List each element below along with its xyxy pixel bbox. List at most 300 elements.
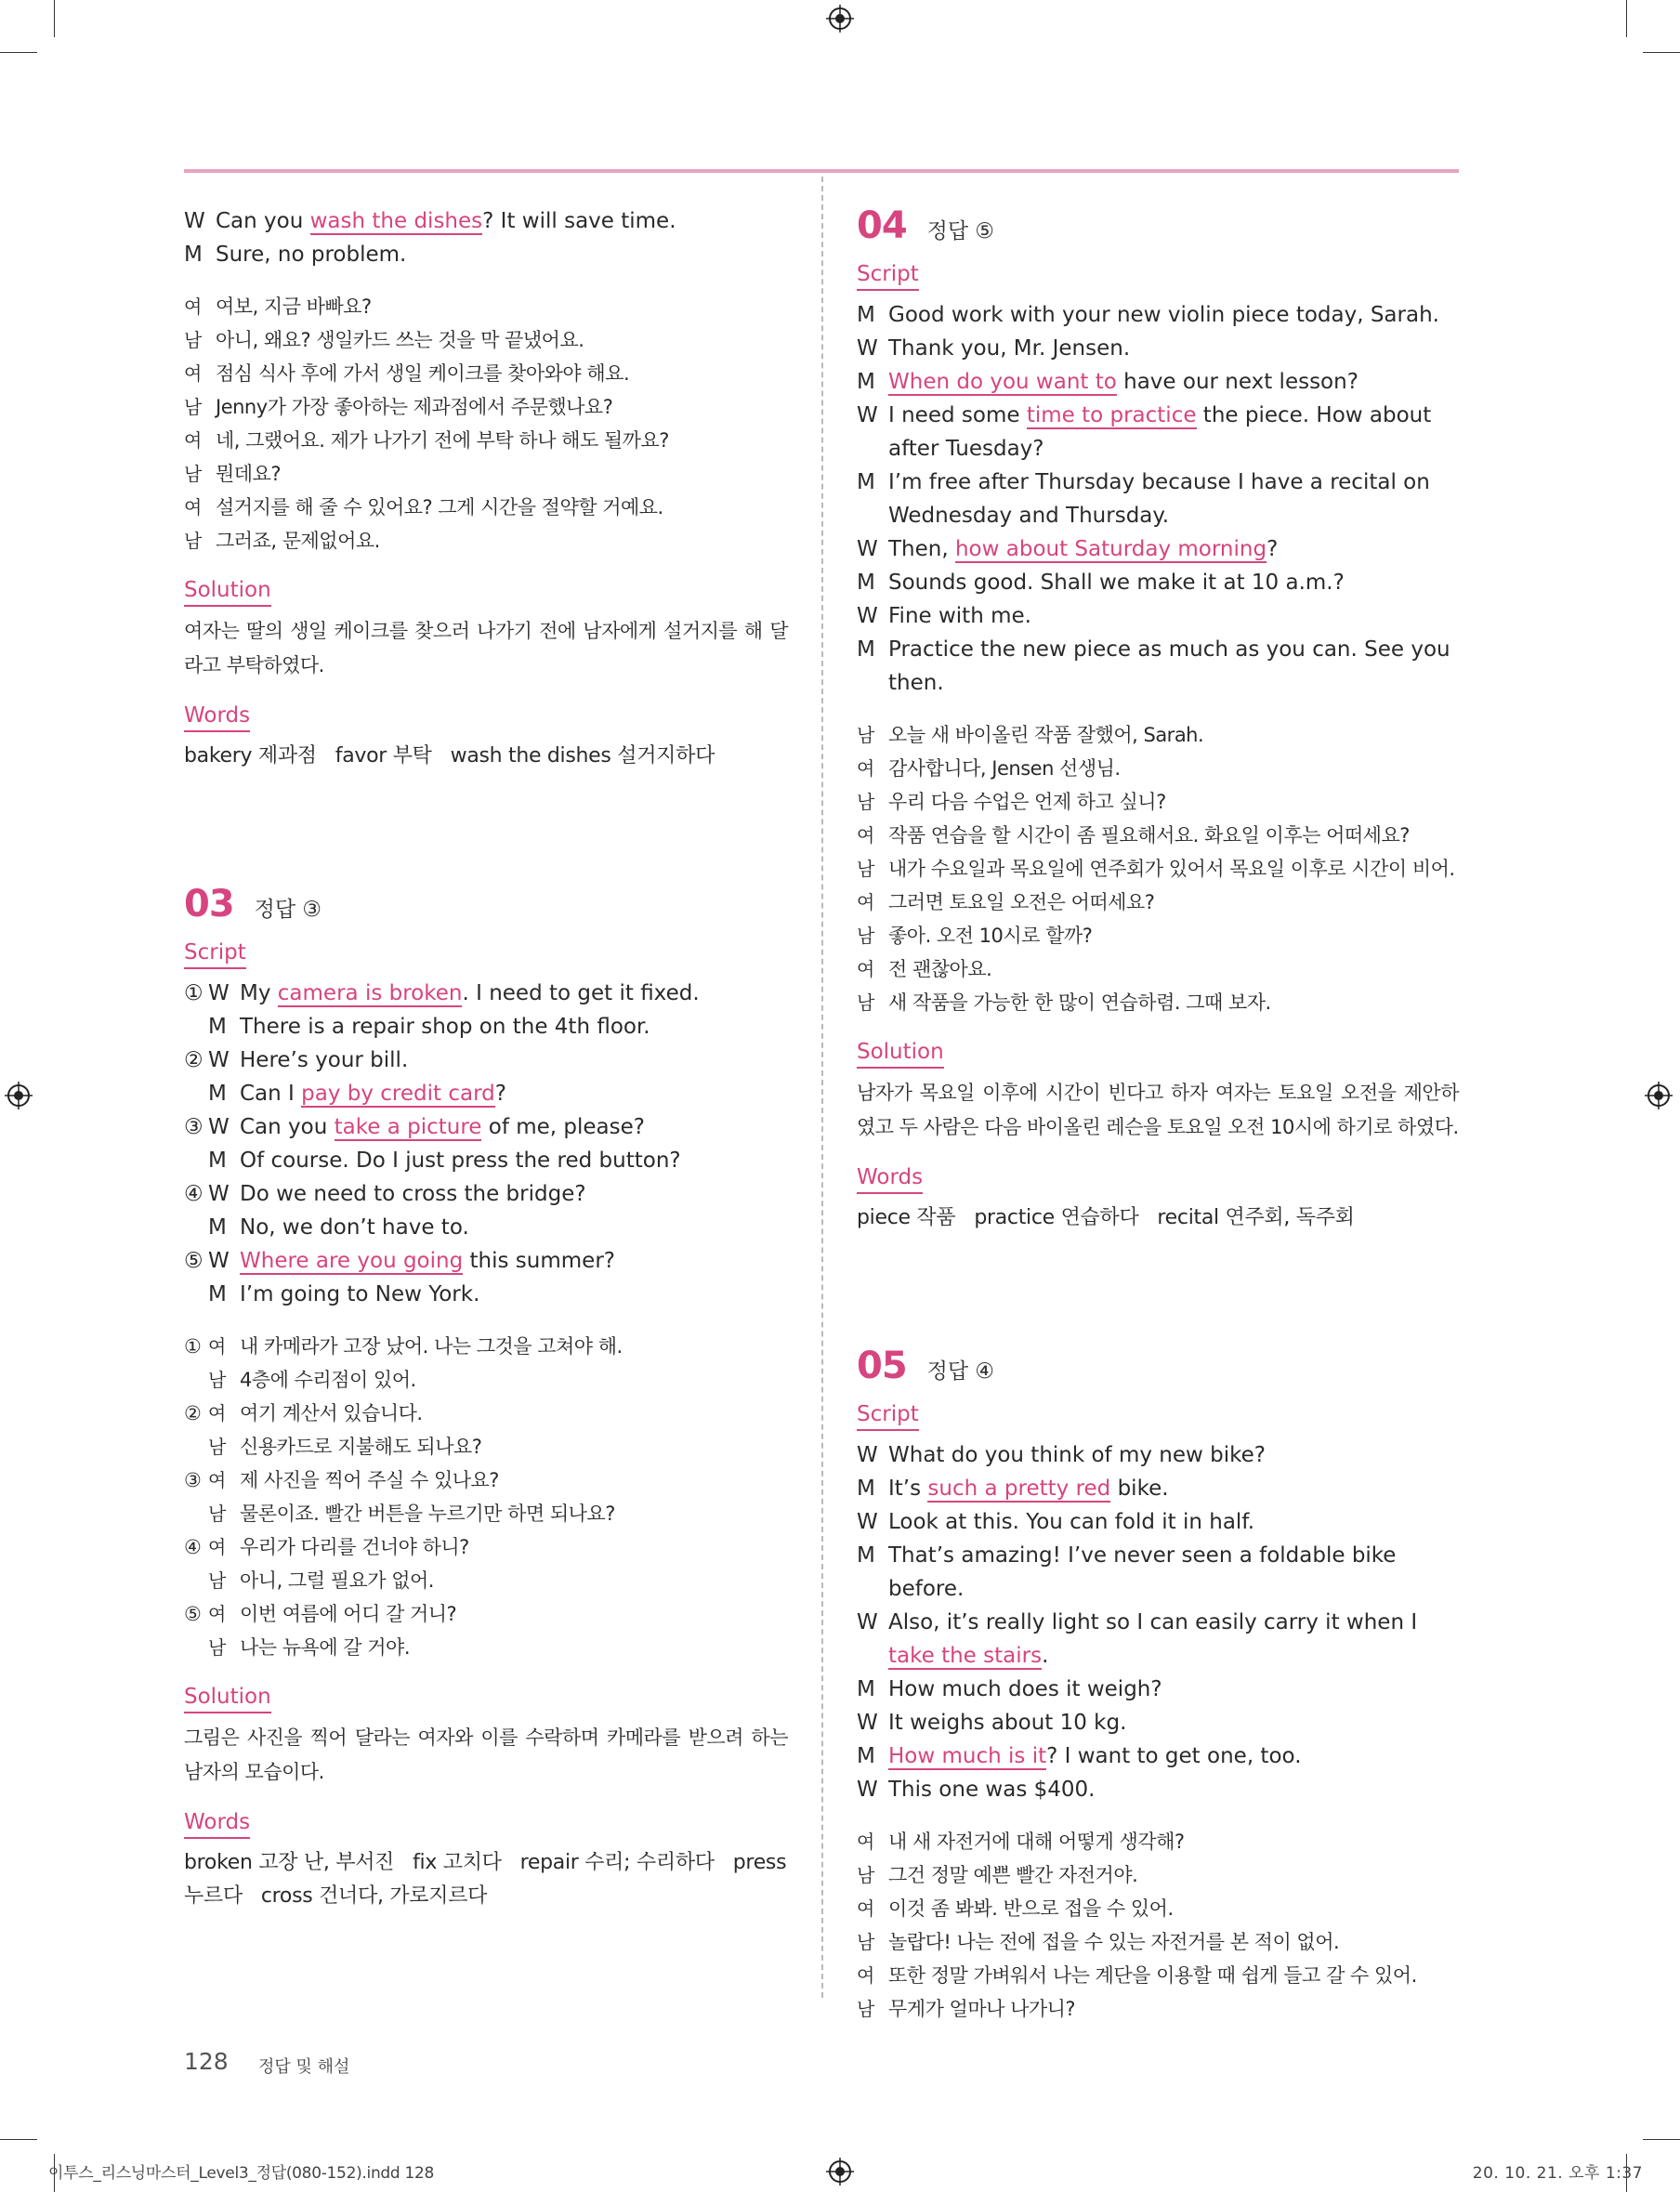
- translation-line: [857, 986, 1459, 1019]
- line-text: [888, 1739, 1302, 1773]
- words-list: [184, 1846, 788, 1913]
- speaker-label: 여: [857, 824, 874, 847]
- script-line: [857, 633, 1459, 700]
- choice-number: [184, 1497, 208, 1530]
- line-text: 물론이죠. 빨간 버튼을 누르기만 하면 되나요?: [240, 1503, 615, 1525]
- words-list: [184, 740, 788, 773]
- question-number: 04: [857, 204, 907, 247]
- choice-number: ①: [184, 981, 203, 1005]
- line-text: [888, 1773, 1095, 1806]
- question-heading: [857, 204, 1459, 247]
- script-line: [184, 977, 788, 1010]
- text-run: My: [240, 981, 278, 1005]
- line-text: [888, 1472, 1169, 1505]
- line-text: [888, 1706, 1126, 1739]
- script-line: [184, 1010, 788, 1043]
- line-text: [888, 399, 1459, 466]
- translation-line: [184, 290, 788, 323]
- script-block: [857, 1438, 1459, 1806]
- text-run: I’m free after Thursday because I have a recital on Wednesday and Thursday.: [888, 470, 1430, 528]
- line-text: [240, 1278, 479, 1311]
- solution-label: Solution: [857, 1038, 944, 1069]
- line-text: 아니, 그럴 필요가 없어.: [240, 1569, 434, 1592]
- line-text: [216, 238, 406, 271]
- line-text: [888, 532, 1278, 566]
- speaker-label: W: [208, 1249, 230, 1273]
- speaker-label: 남: [857, 1864, 874, 1886]
- script-line: [184, 1043, 788, 1077]
- speaker-label: 남: [208, 1369, 226, 1391]
- speaker-label: W: [857, 604, 878, 628]
- speaker-label: W: [857, 403, 878, 427]
- header-rule: [184, 169, 1459, 173]
- word-entry: fix 고치다: [413, 1851, 502, 1874]
- key-phrase: how about Saturday morning: [954, 537, 1267, 561]
- translation-line: [857, 785, 1459, 819]
- translation-line: [184, 524, 788, 558]
- word-entry: broken 고장 난, 부서진: [184, 1851, 395, 1874]
- translation-line: [184, 424, 788, 457]
- crop-mark: [1643, 52, 1680, 53]
- text-run: Look at this. You can fold it in half.: [888, 1510, 1255, 1534]
- speaker-label: M: [857, 1477, 875, 1501]
- script-line: [184, 1144, 788, 1177]
- speaker-label: 여: [184, 496, 202, 518]
- text-run: Of course. Do I just press the red button?: [240, 1149, 681, 1173]
- translation-line: [857, 1992, 1459, 2026]
- script-line: [857, 1505, 1459, 1539]
- script-line: [857, 1539, 1459, 1606]
- word-entry: bakery 제과점: [184, 744, 317, 768]
- line-text: 그러죠, 문제없어요.: [216, 530, 380, 552]
- word-entry: piece 작품: [857, 1206, 956, 1229]
- speaker-label: W: [857, 1610, 878, 1634]
- line-text: 나는 뉴욕에 갈 거야.: [240, 1636, 410, 1659]
- script-line: [857, 1773, 1459, 1806]
- line-text: [888, 365, 1358, 399]
- key-phrase: When do you want to: [888, 370, 1117, 394]
- translation-block: [857, 1825, 1459, 2026]
- solution-text: 남자가 목요일 이후에 시간이 빈다고 하자 여자는 토요일 오전을 제안하였고 두 사람은 다음 바이올린 레슨을 토요일 오전 10시에 하기로 하였다.: [857, 1082, 1459, 1138]
- line-text: 그건 정말 예쁜 빨간 자전거야.: [888, 1864, 1138, 1886]
- choice-number: [184, 1077, 208, 1110]
- speaker-label: W: [208, 1182, 230, 1206]
- translation-line: [857, 1825, 1459, 1858]
- translation-line: [857, 852, 1459, 886]
- translation-line: [857, 1959, 1459, 1992]
- speaker-label: M: [208, 1215, 227, 1240]
- text-run: Also, it’s really light so I can easily carry it when I: [888, 1610, 1418, 1634]
- script-line: [184, 1211, 788, 1244]
- line-text: 네, 그랬어요. 제가 나가기 전에 부탁 하나 해도 될까요?: [216, 429, 669, 452]
- speaker-label: M: [208, 1015, 227, 1039]
- line-text: [240, 1177, 586, 1211]
- line-text: [888, 1505, 1254, 1539]
- line-text: 점심 식사 후에 가서 생일 케이크를 찾아와야 해요.: [216, 362, 630, 385]
- speaker-label: M: [184, 243, 203, 267]
- right-column: [857, 204, 1459, 2026]
- choice-number: ①: [184, 1335, 202, 1358]
- line-text: [240, 1244, 615, 1278]
- translation-line: [857, 718, 1459, 752]
- text-run: Fine with me.: [888, 604, 1031, 628]
- speaker-label: 여: [208, 1603, 226, 1625]
- speaker-label: W: [857, 1510, 878, 1534]
- script-line: [857, 599, 1459, 633]
- registration-mark-icon: [5, 1082, 33, 1109]
- speaker-label: 남: [857, 791, 874, 813]
- speaker-label: 여: [857, 1897, 874, 1920]
- text-run: What do you think of my new bike?: [888, 1443, 1266, 1467]
- speaker-label: M: [857, 370, 875, 394]
- text-run: Thank you, Mr. Jensen.: [888, 336, 1131, 361]
- script-line: [857, 399, 1459, 466]
- script-line: [857, 466, 1459, 532]
- choice-number: ②: [184, 1048, 203, 1072]
- speaker-label: 여: [184, 429, 202, 452]
- line-text: 4층에 수리점이 있어.: [240, 1369, 416, 1391]
- choice-number: [184, 1278, 208, 1311]
- answer-key: 정답 ③: [254, 898, 322, 922]
- left-column: [184, 204, 788, 1913]
- line-text: Jenny가 가장 좋아하는 제과점에서 주문했나요?: [216, 396, 613, 418]
- line-text: 작품 연습을 할 시간이 좀 필요해서요. 화요일 이후는 어떠세요?: [888, 824, 1410, 847]
- choice-number: [184, 1211, 208, 1244]
- script-block: [184, 977, 788, 1311]
- line-text: [216, 204, 676, 238]
- solution-label: Solution: [184, 1683, 271, 1713]
- key-phrase: How much is it: [888, 1744, 1047, 1768]
- translation-line: [857, 952, 1459, 986]
- text-run: ? It will save time.: [482, 209, 676, 233]
- text-run: Then,: [888, 537, 955, 561]
- speaker-label: 남: [184, 329, 202, 351]
- page-title: 정답 및 해설: [258, 2057, 350, 2077]
- line-text: 전 괜찮아요.: [888, 958, 992, 980]
- choice-number: [184, 1010, 208, 1043]
- line-text: 우리 다음 수업은 언제 하고 싶니?: [888, 791, 1166, 813]
- speaker-label: 남: [208, 1503, 226, 1525]
- speaker-label: M: [208, 1282, 227, 1306]
- script-line: [184, 1110, 788, 1144]
- word-entry: recital 연주회, 독주회: [1157, 1206, 1355, 1229]
- translation-line: [857, 1925, 1459, 1959]
- choice-number: ⑤: [184, 1603, 202, 1625]
- crop-mark: [1626, 0, 1627, 37]
- translation-line: [184, 1330, 788, 1363]
- script-line: [857, 298, 1459, 332]
- line-text: 이것 좀 봐봐. 반으로 접을 수 있어.: [888, 1897, 1174, 1920]
- script-line: [857, 1606, 1459, 1673]
- key-phrase: take the stairs: [888, 1644, 1043, 1668]
- speaker-label: 여: [184, 295, 202, 318]
- registration-mark-icon: [826, 2158, 854, 2185]
- choice-number: [184, 1631, 208, 1664]
- line-text: [888, 566, 1345, 599]
- line-text: 내 새 자전거에 대해 어떻게 생각해?: [888, 1831, 1185, 1853]
- translation-line: [184, 457, 788, 491]
- line-text: 신용카드로 지불해도 되나요?: [240, 1436, 482, 1458]
- translation-line: [184, 1397, 788, 1430]
- script-line: [857, 365, 1459, 399]
- key-phrase: Where are you going: [240, 1249, 464, 1273]
- choice-number: ④: [184, 1182, 203, 1206]
- line-text: [240, 1211, 469, 1244]
- script-label: Script: [857, 1400, 919, 1431]
- speaker-label: 남: [184, 530, 202, 552]
- choice-number: ③: [184, 1115, 203, 1139]
- line-text: 여보, 지금 바빠요?: [216, 295, 372, 318]
- line-text: [888, 1673, 1162, 1706]
- speaker-label: M: [857, 470, 875, 494]
- column-divider: [821, 177, 823, 1998]
- text-run: Practice the new piece as much as you can. See you then.: [888, 637, 1450, 695]
- key-phrase: pay by credit card: [301, 1082, 495, 1106]
- choice-number: [184, 1430, 208, 1464]
- translation-line: [184, 1530, 788, 1564]
- line-text: [888, 1606, 1459, 1673]
- line-text: 또한 정말 가벼워서 나는 계단을 이용할 때 쉽게 들고 갈 수 있어.: [888, 1964, 1417, 1987]
- speaker-label: 여: [857, 891, 874, 913]
- text-run: Can you: [216, 209, 310, 233]
- speaker-label: 남: [208, 1569, 226, 1592]
- translation-line: [184, 1497, 788, 1530]
- key-phrase: take a picture: [334, 1115, 482, 1139]
- speaker-label: 남: [857, 858, 874, 880]
- text-run: . I need to get it fixed.: [462, 981, 700, 1005]
- line-text: [888, 298, 1439, 332]
- translation-line: [857, 752, 1459, 785]
- translation-line: [184, 1363, 788, 1397]
- speaker-label: W: [208, 981, 230, 1005]
- text-run: I need some: [888, 403, 1027, 427]
- script-label: Script: [857, 260, 919, 291]
- line-text: 우리가 다리를 건너야 하니?: [240, 1536, 469, 1558]
- line-text: 제 사진을 찍어 주실 수 있나요?: [240, 1469, 499, 1491]
- speaker-label: 남: [184, 463, 202, 485]
- speaker-label: 남: [208, 1436, 226, 1458]
- translation-line: [184, 1430, 788, 1464]
- speaker-label: M: [208, 1082, 227, 1106]
- speaker-label: M: [857, 637, 875, 662]
- crop-mark: [1643, 2139, 1680, 2140]
- speaker-label: 여: [208, 1536, 226, 1558]
- text-run: I’m going to New York.: [240, 1282, 480, 1306]
- line-text: 설거지를 해 줄 수 있어요? 그게 시간을 절약할 거예요.: [216, 496, 663, 518]
- script-line: [184, 204, 788, 238]
- speaker-label: 남: [857, 925, 874, 947]
- solution-text: 그림은 사진을 찍어 달라는 여자와 이를 수락하며 카메라를 받으려 하는 남자의 모습이다.: [184, 1726, 788, 1783]
- translation-line: [857, 1892, 1459, 1925]
- print-slug-file: 이투스_리스닝마스터_Level3_정답(080-152).indd 128: [48, 2164, 435, 2183]
- script-line: [184, 1077, 788, 1110]
- text-run: Sounds good. Shall we make it at 10 a.m.?: [888, 571, 1345, 595]
- text-run: There is a repair shop on the 4th floor.: [240, 1015, 650, 1039]
- line-text: 이번 여름에 어디 갈 거니?: [240, 1603, 457, 1625]
- speaker-label: 여: [857, 1964, 874, 1987]
- line-text: [888, 466, 1459, 532]
- speaker-label: 여: [184, 362, 202, 385]
- page-number: 128: [184, 2048, 229, 2075]
- choice-number: [184, 1564, 208, 1597]
- line-text: [240, 1144, 681, 1177]
- script-line: [184, 1244, 788, 1278]
- solution-label: Solution: [184, 576, 271, 607]
- word-entry: cross 건너다, 가로지르다: [260, 1884, 488, 1908]
- translation-line: [857, 919, 1459, 952]
- speaker-label: W: [857, 1443, 878, 1467]
- speaker-label: M: [857, 1744, 875, 1768]
- question-heading: [184, 883, 788, 925]
- words-label: Words: [184, 702, 250, 732]
- line-text: [888, 633, 1459, 700]
- speaker-label: 여: [208, 1335, 226, 1358]
- key-phrase: camera is broken: [277, 981, 463, 1005]
- line-text: [240, 1110, 645, 1144]
- line-text: [240, 1010, 650, 1043]
- speaker-label: 여: [208, 1469, 226, 1491]
- key-phrase: time to practice: [1026, 403, 1197, 427]
- line-text: 좋아. 오전 10시로 할까?: [888, 925, 1093, 947]
- question-number: 03: [184, 883, 234, 925]
- script-line: [184, 238, 788, 271]
- continued-script: [184, 204, 788, 271]
- translation-line: [184, 1631, 788, 1664]
- text-run: ?: [1267, 537, 1279, 561]
- text-run: this summer?: [463, 1249, 615, 1273]
- text-run: of me, please?: [481, 1115, 645, 1139]
- script-label: Script: [184, 938, 246, 969]
- text-run: That’s amazing! I’ve never seen a foldable bike before.: [888, 1543, 1397, 1601]
- continued-translation: [184, 290, 788, 558]
- line-text: 감사합니다, Jensen 선생님.: [888, 757, 1121, 780]
- line-text: 내가 수요일과 목요일에 연주회가 있어서 목요일 이후로 시간이 비어.: [888, 858, 1455, 880]
- translation-block: [857, 718, 1459, 1019]
- words-label: Words: [184, 1808, 250, 1839]
- word-entry: press 누르다: [184, 1851, 787, 1908]
- speaker-label: 남: [857, 724, 874, 746]
- speaker-label: 남: [857, 1931, 874, 1953]
- word-entry: practice 연습하다: [974, 1206, 1139, 1229]
- line-text: [888, 1438, 1266, 1472]
- crop-mark: [0, 2139, 37, 2140]
- translation-line: [184, 491, 788, 524]
- answer-key: 정답 ④: [926, 1359, 995, 1384]
- text-run: ? I want to get one, too.: [1046, 1744, 1302, 1768]
- text-run: Here’s your bill.: [240, 1048, 409, 1072]
- text-run: Sure, no problem.: [216, 243, 407, 267]
- speaker-label: M: [208, 1149, 227, 1173]
- word-entry: repair 수리; 수리하다: [519, 1851, 715, 1874]
- script-line: [857, 532, 1459, 566]
- script-line: [184, 1278, 788, 1311]
- translation-line: [184, 1564, 788, 1597]
- text-run: ?: [494, 1082, 506, 1106]
- speaker-label: M: [857, 1543, 875, 1568]
- speaker-label: 여: [857, 958, 874, 980]
- line-text: 그러면 토요일 오전은 어떠세요?: [888, 891, 1155, 913]
- choice-number: ⑤: [184, 1249, 203, 1273]
- text-run: No, we don’t have to.: [240, 1215, 469, 1240]
- script-line: [857, 1438, 1459, 1472]
- text-run: It weighs about 10 kg.: [888, 1711, 1127, 1735]
- translation-line: [184, 390, 788, 424]
- line-text: [240, 1043, 408, 1077]
- choice-number: [184, 1144, 208, 1177]
- line-text: 아니, 왜요? 생일카드 쓰는 것을 막 끝냈어요.: [216, 329, 584, 351]
- translation-line: [857, 819, 1459, 852]
- speaker-label: W: [857, 1711, 878, 1735]
- speaker-label: 여: [857, 757, 874, 780]
- key-phrase: such a pretty red: [927, 1477, 1111, 1501]
- speaker-label: 여: [208, 1402, 226, 1424]
- translation-line: [857, 886, 1459, 919]
- speaker-label: M: [857, 1677, 875, 1701]
- question-number: 05: [857, 1345, 907, 1387]
- print-slug-date: 20. 10. 21. 오후 1:37: [1472, 2164, 1643, 2183]
- text-run: This one was $400.: [888, 1778, 1096, 1802]
- speaker-label: 남: [184, 396, 202, 418]
- solution-text: 여자는 딸의 생일 케이크를 찾으러 나가기 전에 남자에게 설거지를 해 달라고 부탁하였다.: [184, 620, 788, 676]
- text-run: Do we need to cross the bridge?: [240, 1182, 586, 1206]
- speaker-label: 남: [857, 1998, 874, 2020]
- speaker-label: W: [857, 1778, 878, 1802]
- line-text: [888, 599, 1031, 633]
- text-run: .: [1042, 1644, 1049, 1668]
- speaker-label: W: [208, 1048, 230, 1072]
- choice-number: ④: [184, 1536, 202, 1558]
- line-text: 무게가 얼마나 나가니?: [888, 1998, 1076, 2020]
- text-run: Can I: [240, 1082, 302, 1106]
- translation-line: [857, 1858, 1459, 1892]
- script-line: [857, 1673, 1459, 1706]
- translation-line: [184, 357, 788, 390]
- text-run: bike.: [1110, 1477, 1169, 1501]
- line-text: [240, 977, 700, 1010]
- speaker-label: 여: [857, 1831, 874, 1853]
- line-text: [888, 1539, 1459, 1606]
- translation-block: [184, 1330, 788, 1664]
- text-run: the piece. How about after Tuesday?: [888, 403, 1432, 461]
- words-label: Words: [857, 1163, 923, 1194]
- word-entry: favor 부탁: [335, 744, 432, 768]
- line-text: 뭔데요?: [216, 463, 282, 485]
- choice-number: ③: [184, 1469, 202, 1491]
- script-line: [857, 566, 1459, 599]
- key-phrase: wash the dishes: [309, 209, 483, 233]
- speaker-label: W: [857, 537, 878, 561]
- line-text: 새 작품을 가능한 한 많이 연습하렴. 그때 보자.: [888, 991, 1271, 1014]
- speaker-label: M: [857, 571, 875, 595]
- script-line: [857, 1706, 1459, 1739]
- line-text: 오늘 새 바이올린 작품 잘했어, Sarah.: [888, 724, 1204, 746]
- crop-mark: [54, 0, 55, 37]
- script-line: [184, 1177, 788, 1211]
- line-text: 내 카메라가 고장 났어. 나는 그것을 고쳐야 해.: [240, 1335, 623, 1358]
- question-heading: [857, 1345, 1459, 1387]
- word-entry: wash the dishes 설거지하다: [450, 744, 715, 768]
- speaker-label: M: [857, 303, 875, 327]
- translation-line: [184, 1597, 788, 1631]
- script-line: [857, 332, 1459, 365]
- speaker-label: W: [184, 209, 205, 233]
- script-line: [857, 1472, 1459, 1505]
- line-text: 여기 계산서 있습니다.: [240, 1402, 423, 1424]
- speaker-label: W: [857, 336, 878, 361]
- text-run: Good work with your new violin piece today, Sarah.: [888, 303, 1439, 327]
- registration-mark-icon: [1645, 1082, 1673, 1109]
- words-list: [857, 1201, 1459, 1235]
